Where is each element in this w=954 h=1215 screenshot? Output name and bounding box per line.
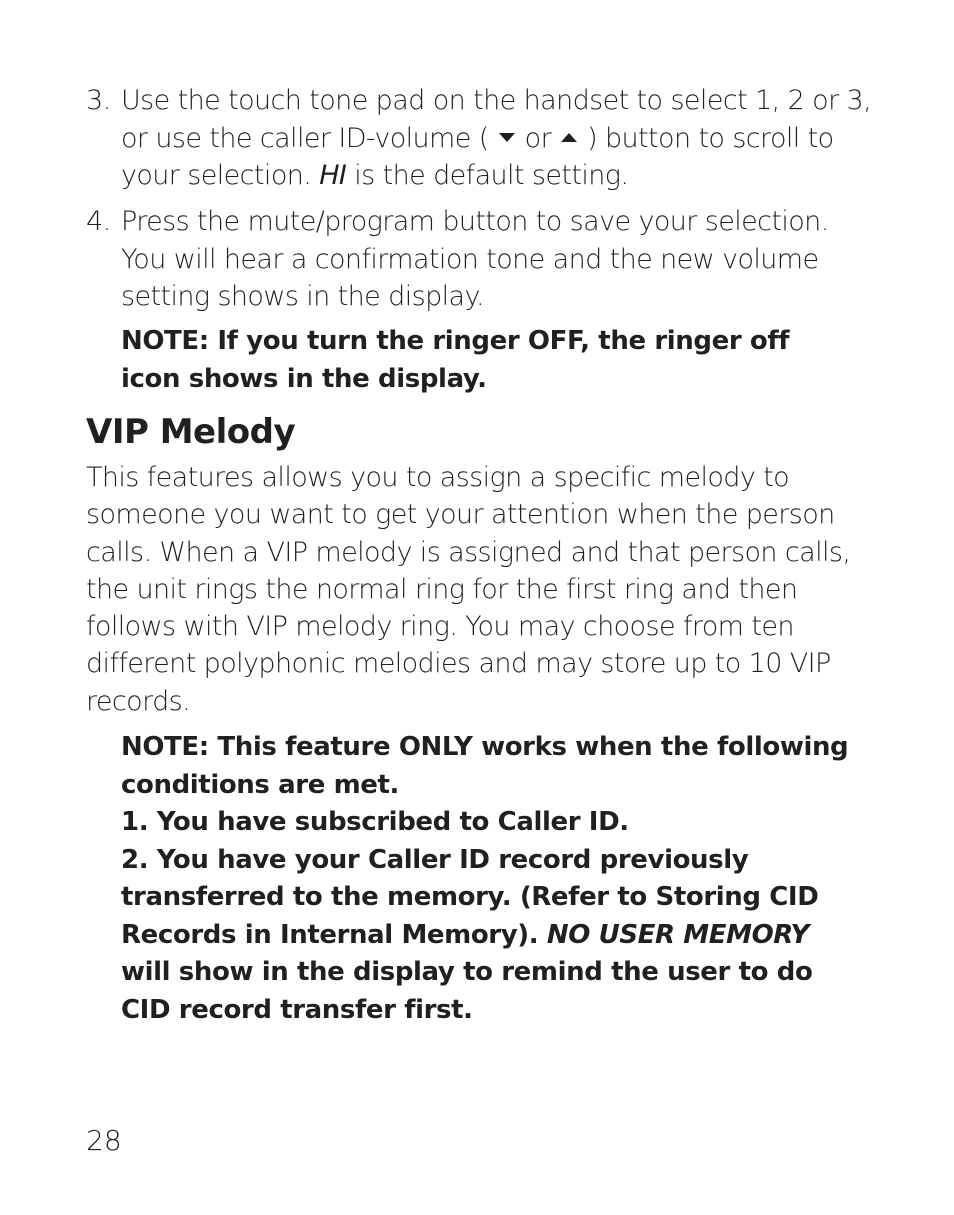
note-intro: NOTE: This feature ONLY works when the following conditions are met. <box>121 732 849 800</box>
volume-down-arrow-icon <box>499 133 515 142</box>
step-text <box>121 82 876 195</box>
condition-2-part2: will show in the display to remind the user to do CID record transfer first. <box>121 957 813 1025</box>
step-text-part2: ) button to scroll to your selection. <box>121 122 834 191</box>
display-message: NO USER MEMORY <box>546 919 809 950</box>
volume-up-arrow-icon <box>561 133 577 142</box>
page-number: 28 <box>86 1124 122 1157</box>
step-4 <box>86 203 876 316</box>
step-text: Press the mute/program button to save your selection. You will hear a confirmation tone and the new volume setting shows in the display. <box>121 206 829 312</box>
step-number: 4. <box>86 206 111 237</box>
default-setting-value: HI <box>319 160 347 191</box>
vip-conditions-note <box>121 729 861 1029</box>
ringer-off-note: NOTE: If you turn the ringer OFF, the ringer off icon shows in the display. <box>121 326 790 394</box>
step-3 <box>86 82 876 195</box>
condition-2 <box>121 842 861 1030</box>
condition-2-part1: 2. You have your Caller ID record previously transferred to the memory. (Refer to Storing CID Records in Internal Memory). <box>121 844 819 950</box>
step-text-part1: Use the touch tone pad on the handset to select 1, 2 or 3, or use the caller ID-volume ( <box>121 85 872 154</box>
section-body: This features allows you to assign a specific melody to someone you want to get your attention when the person calls. When a VIP melody is assigned and that person calls, the unit rings the normal ring for the first ring and then follows with VIP melody ring. You may choose from ten different polyphonic melodies and may store up to 10 VIP records. <box>86 462 851 717</box>
step-text-part3: is the default setting. <box>354 160 629 191</box>
section-title: VIP Melody <box>86 412 296 452</box>
condition-1: 1. You have subscribed to Caller ID. <box>121 807 629 837</box>
step-number: 3. <box>86 85 111 116</box>
step-text-or: or <box>524 122 552 154</box>
